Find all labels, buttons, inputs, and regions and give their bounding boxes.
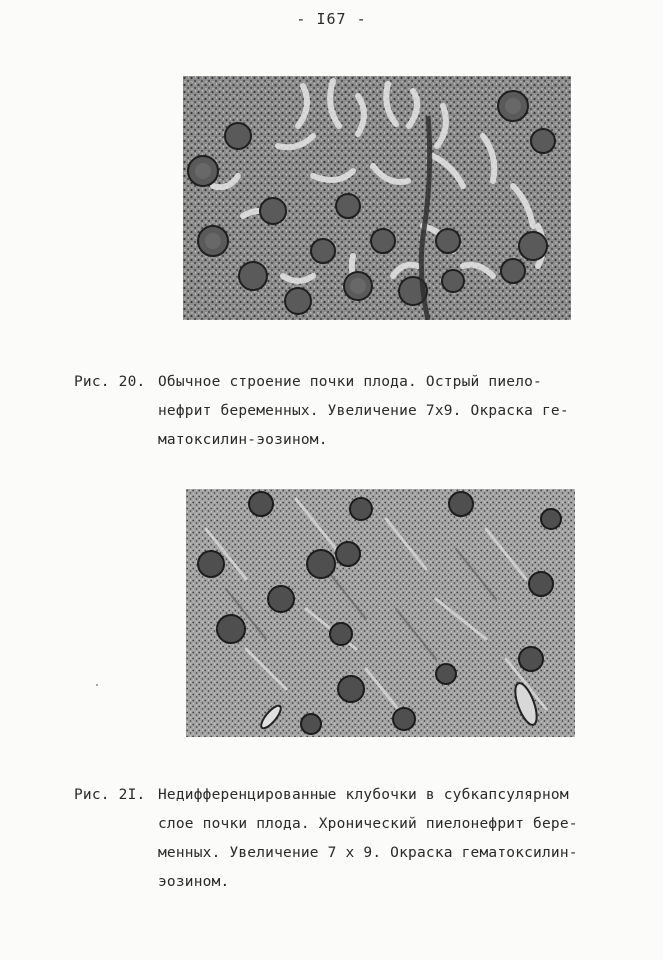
micrograph-image — [186, 489, 575, 737]
figure-21-label: Рис. 2I. — [74, 787, 146, 803]
figure-21-caption — [74, 781, 594, 901]
figure-20-caption — [74, 368, 594, 458]
caption-line: Обычное строение почки плода. Острый пиело- — [158, 374, 542, 390]
stray-mark — [96, 684, 98, 686]
micrograph-image — [183, 76, 571, 320]
caption-line: эозином. — [158, 874, 230, 890]
page-number: - I67 - — [296, 10, 367, 28]
caption-line: нефрит беременных. Увеличение 7х9. Окраска ге- — [158, 403, 569, 419]
caption-line: менных. Увеличение 7 х 9. Окраска гематоксилин- — [158, 845, 578, 861]
caption-line: матоксилин-эозином. — [158, 432, 328, 448]
micrograph-figure-20 — [183, 76, 571, 320]
micrograph-figure-21 — [186, 489, 575, 737]
figure-20-label: Рис. 20. — [74, 374, 146, 390]
caption-line: Недифференцированные клубочки в субкапсулярном — [158, 787, 569, 803]
caption-line: слое почки плода. Хронический пиелонефрит бере- — [158, 816, 578, 832]
